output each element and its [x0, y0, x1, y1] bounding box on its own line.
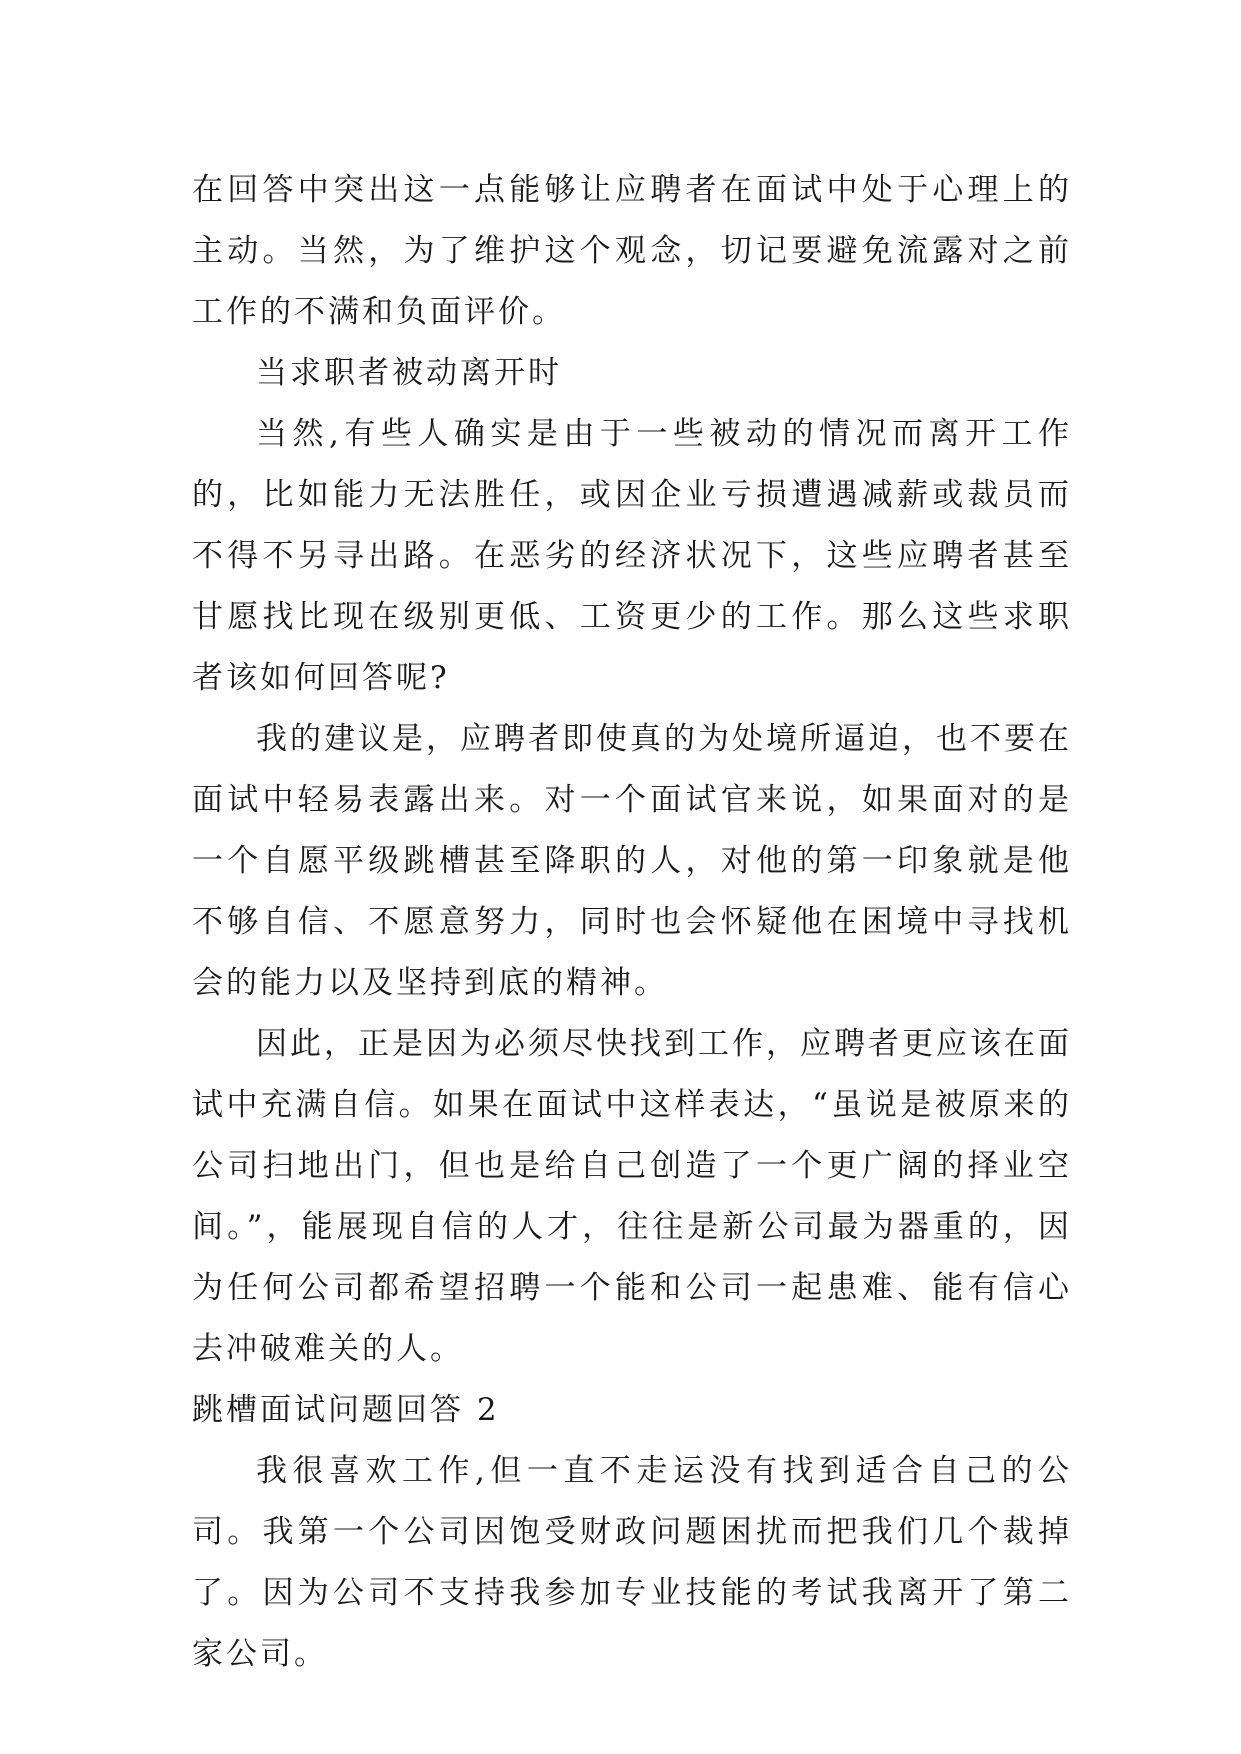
document-page — [192, 160, 1072, 1685]
paragraph-passive-situation: 当然,有些人确实是由于一些被动的情况而离开工作的，比如能力无法胜任，或因企业亏损遭遇减薪或裁员而不得不另寻出路。在恶劣的经济状况下，这些应聘者甚至甘愿找比现在级别更低、工资更少的工作。那么这些求职者该如何回答呢? — [192, 416, 1072, 696]
subheading-passive-departure: 当求职者被动离开时 — [256, 355, 562, 391]
paragraph-confidence: 因此，正是因为必须尽快找到工作，应聘者更应该在面试中充满自信。如果在面试中这样表达，“虽说是被原来的公司扫地出门，但也是给自己创造了一个更广阔的择业空间。”，能展现自信的人才，往往是新公司最为器重的，因为任何公司都希望招聘一个能和公司一起患难、能有信心去冲破难关的人。 — [192, 1026, 1072, 1367]
paragraph-answer-2: 我很喜欢工作,但一直不走运没有找到适合自己的公司。我第一个公司因饱受财政问题困扰而把我们几个裁掉了。因为公司不支持我参加专业技能的考试我离开了第二家公司。 — [192, 1453, 1072, 1672]
paragraph-intro: 在回答中突出这一点能够让应聘者在面试中处于心理上的主动。当然，为了维护这个观念，切记要避免流露对之前工作的不满和负面评价。 — [192, 172, 1072, 330]
paragraph-advice: 我的建议是，应聘者即使真的为处境所逼迫，也不要在面试中轻易表露出来。对一个面试官来说，如果面对的是一个自愿平级跳槽甚至降职的人，对他的第一印象就是他不够自信、不愿意努力，同时也会怀疑他在困境中寻找机会的能力以及坚持到底的精神。 — [192, 721, 1072, 1001]
section-heading-answer-2: 跳槽面试问题回答 2 — [192, 1392, 500, 1428]
